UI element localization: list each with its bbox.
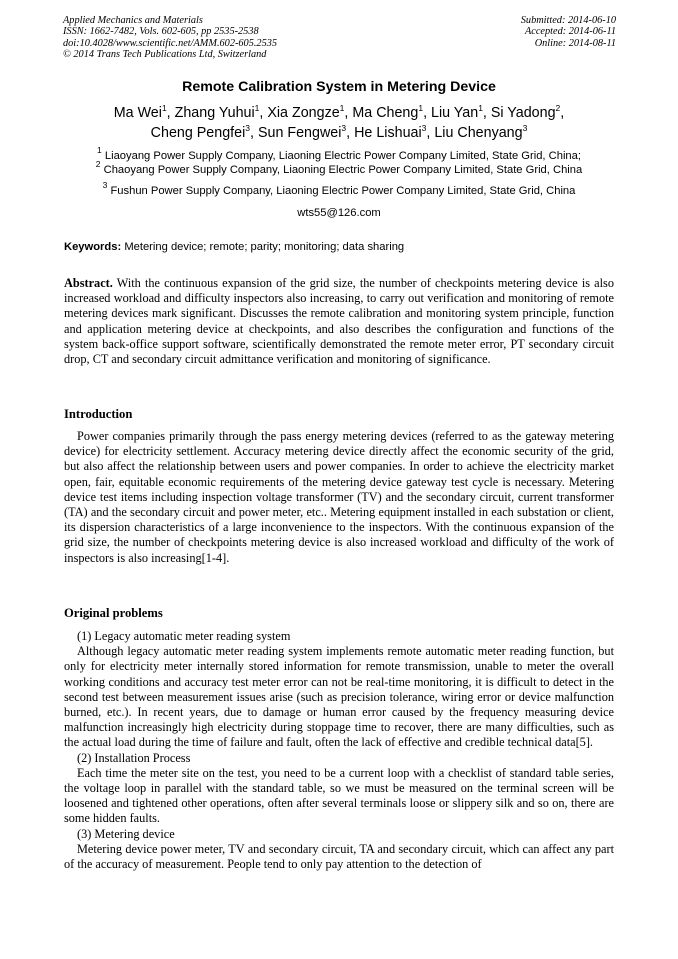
keywords-text: Metering device; remote; parity; monitoring; data sharing xyxy=(124,241,405,253)
section-heading-introduction: Introduction xyxy=(64,407,133,421)
subsection-title: (2) Installation Process xyxy=(77,750,191,765)
affiliation-number: 1 xyxy=(97,145,102,155)
author-name: Ma Cheng xyxy=(352,105,419,121)
submitted-date: Submitted: 2014-06-10 xyxy=(520,15,616,26)
author-affiliation-mark: 2 xyxy=(555,103,561,113)
author-affiliation-mark: 3 xyxy=(245,122,250,133)
header-left xyxy=(63,15,277,60)
author-name: Cheng Pengfei xyxy=(150,124,246,141)
section-heading-original-problems: Original problems xyxy=(64,606,163,620)
affiliation-2 xyxy=(0,159,678,176)
author-name: Sun Fengwei xyxy=(257,124,342,141)
author-affiliation-mark: 1 xyxy=(418,103,424,113)
abstract-label: Abstract. xyxy=(64,276,113,290)
author-affiliation-mark: 1 xyxy=(161,103,167,113)
affiliation-number: 2 xyxy=(95,159,101,169)
author-list: Ma Wei$^1$, Zhang Yuhui$^1$, Xia Zongze$^1$, Ma Cheng$^1$, Liu Yan$^1$, Si Yadong$^2$, Cheng Pengfei$^3$, Sun Fengwei$^3$, He Lishuai$^3$, Liu Chenyang$^3$ xyxy=(113,103,565,141)
subsection-title: (1) Legacy automatic meter reading system xyxy=(77,629,291,643)
author-affiliation-mark: 1 xyxy=(254,103,260,113)
author-affiliation-mark: 1 xyxy=(339,103,345,113)
paper-title: Remote Calibration System in Metering Device xyxy=(182,79,496,95)
abstract-text: With the continuous expansion of the grid size, the number of checkpoints metering device is also increased workload and difficulty inspectors also increasing, to carry out verification and monitoring of remote metering devices mark significant. Discusses the remote calibration and monitoring system principle, function and application metering device at checkpoints, and also describes the configuration and functions of the system back-office support software, scientifically demonstrated the remote meter error, PT secondary circuit drop, CT and secondary circuit admittance verification and monitoring of significance. xyxy=(64,276,614,367)
keywords-label: Keywords: xyxy=(64,241,122,253)
affiliation-text: Liaoyang Power Supply Company, Liaoning Electric Power Company Limited, State Grid, China; xyxy=(104,150,581,162)
affiliation-text: Fushun Power Supply Company, Liaoning Electric Power Company Limited, State Grid, China xyxy=(110,185,576,197)
issn-line: ISSN: 1662-7482, Vols. 602-605, pp 2535-2538 xyxy=(63,26,259,38)
affiliation-text: Chaoyang Power Supply Company, Liaoning Electric Power Company Limited, State Grid, China xyxy=(103,164,583,176)
author-name: Liu Yan xyxy=(431,105,479,121)
header-right xyxy=(521,15,616,49)
author-name: Liu Chenyang xyxy=(434,124,523,141)
paragraph: Metering device power meter, TV and secondary circuit, TA and secondary circuit, which can affect any part of the accuracy of measurement. People tend to only pay attention to the detection of xyxy=(64,841,614,872)
subsection-title: (3) Metering device xyxy=(77,826,175,841)
author-affiliation-mark: 3 xyxy=(341,122,347,133)
journal-name: Applied Mechanics and Materials xyxy=(63,15,203,26)
author-name: Si Yadong xyxy=(490,105,556,121)
paragraph: Although legacy automatic meter reading system implements remote automatic meter reading function, but only for electricity meter internally stored information for remote transmission, unable to meter the overall working conditions and accuracy test meter error can not be real-time monitoring, it is difficult to detect in the second test between measurement issues arise (such as precision tolerance, wiring error or device malfunction burned, etc.). In recent years, due to damage or human error caused by the frequency measuring device malfunction increasingly high electricity during stoppage time to recover, there are many difficulties, such as the actual load during the time of failure and fault, often the lack of effective and credible technical data[5]. xyxy=(64,644,614,750)
keywords xyxy=(64,241,616,253)
introduction-body xyxy=(64,429,614,566)
affiliation-1 xyxy=(0,145,678,162)
author-name: Ma Wei xyxy=(113,105,162,121)
paragraph: Each time the meter site on the test, you need to be a current loop with a checklist of standard table series, the voltage loop in parallel with the standard table, so we must be measured on the terminal screen will be loosened and tightened other operations, often after several terminals loose or slippery silk and so on, there are some hidden faults. xyxy=(64,765,614,826)
affiliation-number: 3 xyxy=(102,180,108,190)
original-problems-body xyxy=(64,629,614,872)
author-name: He Lishuai xyxy=(354,124,422,141)
accepted-date: Accepted: 2014-06-11 xyxy=(524,26,616,38)
copyright-line: © 2014 Trans Tech Publications Ltd, Switzerland xyxy=(63,48,267,60)
contact-email: wts55@126.com xyxy=(297,207,381,219)
author-affiliation-mark: 3 xyxy=(421,122,427,133)
author-affiliation-mark: 1 xyxy=(478,103,483,113)
affiliation-3 xyxy=(0,180,678,197)
author-name: Zhang Yuhui xyxy=(174,105,255,121)
author-name: Xia Zongze xyxy=(267,105,340,121)
author-affiliation-mark: 3 xyxy=(522,122,528,133)
online-date: Online: 2014-08-11 xyxy=(534,37,616,49)
abstract xyxy=(64,276,614,367)
doi-line: doi:10.4028/www.scientific.net/AMM.602-605.2535 xyxy=(63,37,278,49)
paragraph: Power companies primarily through the pass energy metering devices (referred to as the gateway metering device) for electricity settlement. Accuracy metering device directly affect the economic security of the grid, but also affect the relationship between users and power companies. In order to achieve the electricity market open, fair, equitable economic requirements of the metering device gateway test cycle is necessary. Metering device test items including inspection voltage transformer (TV) and the secondary circuit, current transformer (TA) and the secondary circuit and power meter, etc.. Metering equipment installed in each substation or client, its dispersion characteristics of a large inconvenience to the inspectors. With the continuous expansion of the grid size, the number of checkpoints metering device is also increased workload and difficulty of the work of inspectors is also increasing[1-4]. xyxy=(64,429,614,565)
